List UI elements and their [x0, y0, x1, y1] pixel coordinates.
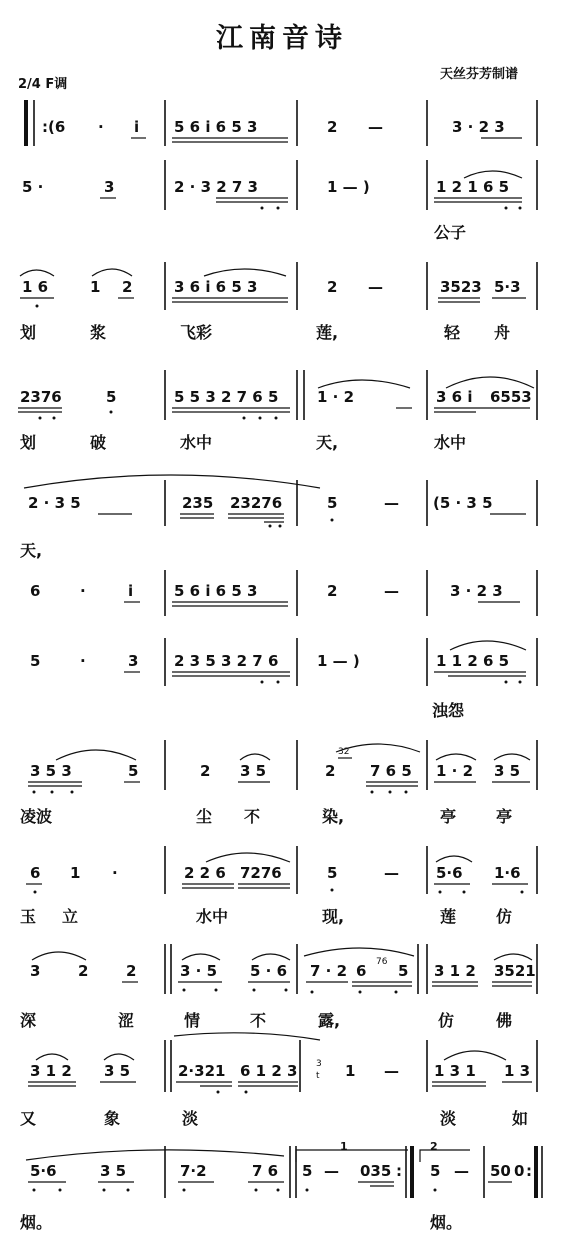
svg-text:1 3 1: 1 3 1 [434, 1062, 476, 1080]
lyric: 凌波 [20, 807, 53, 826]
svg-text:3: 3 [104, 178, 115, 196]
lyric: 露, [318, 1011, 341, 1030]
system-5 [20, 475, 537, 560]
system-7 [30, 638, 537, 720]
svg-text:1: 1 [345, 1062, 356, 1080]
lyric: 划 [20, 433, 37, 452]
svg-text:5: 5 [327, 494, 338, 512]
svg-text:6: 6 [30, 864, 41, 882]
system-10 [20, 944, 537, 1030]
svg-text:3 5: 3 5 [104, 1062, 131, 1080]
svg-text:3 · 2 3: 3 · 2 3 [452, 118, 505, 136]
lyric: 浊怨 [432, 701, 465, 720]
svg-text:1 1 2 6 5: 1 1 2 6 5 [436, 652, 510, 670]
svg-text:5·6: 5·6 [436, 864, 463, 882]
first-ending-bracket [296, 1150, 408, 1162]
svg-text:1 — ): 1 — ) [327, 178, 370, 196]
svg-text:6553: 6553 [490, 388, 532, 406]
lyric: 不 [244, 807, 261, 826]
lyric: 破 [90, 433, 107, 452]
svg-text:—: — [324, 1162, 339, 1180]
svg-text:3 6 i 6 5 3: 3 6 i 6 5 3 [174, 278, 258, 296]
lyric: 立 [62, 907, 79, 926]
lyric: 莲 [440, 907, 457, 926]
svg-text:2: 2 [325, 762, 336, 780]
svg-text:0: 0 [514, 1162, 525, 1180]
svg-text:1: 1 [70, 864, 81, 882]
second-ending-bracket [420, 1150, 470, 1162]
lyric: 天, [316, 433, 339, 452]
svg-text:—: — [368, 278, 383, 296]
lyric: 如 [512, 1109, 529, 1128]
system-2 [22, 160, 537, 242]
svg-text:—: — [368, 118, 383, 136]
svg-text:5: 5 [30, 652, 41, 670]
svg-text:·: · [112, 864, 118, 882]
svg-text:1: 1 [90, 278, 101, 296]
svg-text:·: · [80, 652, 86, 670]
svg-text:—: — [384, 864, 399, 882]
svg-text:2: 2 [327, 278, 338, 296]
svg-text:1·6: 1·6 [494, 864, 521, 882]
svg-text:6: 6 [30, 582, 41, 600]
key-signature: 2/4 F调 [18, 77, 68, 92]
svg-text:3: 3 [128, 652, 139, 670]
lyric: 划 [20, 323, 37, 342]
lyric: 水中 [434, 433, 467, 452]
svg-text:·: · [80, 582, 86, 600]
svg-text:—: — [384, 494, 399, 512]
svg-text:5: 5 [302, 1162, 313, 1180]
svg-text:5: 5 [398, 962, 409, 980]
lyric: 轻 [444, 323, 461, 342]
lyric: 仿 [496, 907, 513, 926]
lyric: 不 [250, 1011, 267, 1030]
svg-text:1 3: 1 3 [504, 1062, 531, 1080]
lyric: 尘 [196, 807, 213, 826]
svg-text:2: 2 [200, 762, 211, 780]
svg-text:1 · 2: 1 · 2 [317, 388, 355, 406]
system-8 [20, 740, 537, 826]
svg-text:2: 2 [122, 278, 133, 296]
lyric: 烟。 [20, 1213, 53, 1232]
svg-text::: : [526, 1162, 532, 1180]
svg-text:5: 5 [327, 864, 338, 882]
svg-text:·: · [98, 118, 104, 136]
svg-text:6: 6 [356, 962, 367, 980]
system-9 [20, 846, 537, 926]
first-ending-number: 1 [340, 1140, 348, 1153]
svg-text:7 · 2: 7 · 2 [310, 962, 348, 980]
svg-text:5: 5 [430, 1162, 441, 1180]
svg-text:3 5: 3 5 [100, 1162, 127, 1180]
svg-text:i: i [128, 582, 134, 600]
svg-text:23276: 23276 [230, 494, 283, 512]
lyric: 情 [184, 1011, 201, 1030]
svg-text:3521: 3521 [494, 962, 536, 980]
svg-text:3 1 2: 3 1 2 [30, 1062, 72, 1080]
svg-text:5 · 6: 5 · 6 [250, 962, 288, 980]
svg-text:5 6 i 6 5 3: 5 6 i 6 5 3 [174, 582, 258, 600]
lyric: 水中 [180, 433, 213, 452]
system-12 [19, 1140, 542, 1232]
svg-text:5 6 i 6 5 3: 5 6 i 6 5 3 [174, 118, 258, 136]
svg-text:3 5: 3 5 [494, 762, 521, 780]
svg-text:1 6: 1 6 [22, 278, 49, 296]
svg-text:235: 235 [182, 494, 214, 512]
svg-text:2: 2 [126, 962, 137, 980]
grace-notes: 32 [338, 747, 350, 757]
svg-text:035: 035 [360, 1162, 392, 1180]
svg-text:2376: 2376 [20, 388, 62, 406]
svg-text:t: t [316, 1071, 320, 1081]
lyric: 玉 [20, 907, 37, 926]
svg-text:6 1 2 3: 6 1 2 3 [240, 1062, 298, 1080]
system-1 [26, 100, 537, 146]
svg-text:5·3: 5·3 [494, 278, 521, 296]
lyric: 象 [104, 1109, 121, 1128]
svg-text:1 — ): 1 — ) [317, 652, 360, 670]
system-4 [18, 370, 537, 452]
lyric: 莲, [316, 323, 339, 342]
svg-text:2: 2 [78, 962, 89, 980]
grace-notes-2: 76 [376, 957, 388, 967]
svg-text:3523: 3523 [440, 278, 482, 296]
system-6 [30, 570, 537, 616]
svg-text:—: — [384, 1062, 399, 1080]
svg-text:7 6 5: 7 6 5 [370, 762, 412, 780]
lyric: 烟。 [430, 1213, 463, 1232]
svg-text:—: — [384, 582, 399, 600]
lyric: 舟 [494, 323, 511, 342]
lyric: 现, [322, 907, 345, 926]
second-ending-number: 2 [430, 1140, 438, 1153]
score-title: 江南音诗 [216, 23, 348, 54]
svg-text:2 · 3 2 7 3: 2 · 3 2 7 3 [174, 178, 258, 196]
svg-text:5·6: 5·6 [30, 1162, 57, 1180]
lyric: 涩 [118, 1011, 135, 1030]
svg-text:2 3 5 3 2 7 6: 2 3 5 3 2 7 6 [174, 652, 279, 670]
svg-text:1 · 2: 1 · 2 [436, 762, 474, 780]
svg-text:3 1 2: 3 1 2 [434, 962, 476, 980]
lyric: 染, [322, 807, 345, 826]
svg-text:50: 50 [490, 1162, 511, 1180]
svg-text:5: 5 [106, 388, 117, 406]
lyric: 公子 [434, 223, 467, 242]
lyric: 亭 [440, 807, 457, 826]
arranger-credit: 天丝芬芳制谱 [440, 67, 519, 82]
grace-notes-3: 3 [316, 1059, 322, 1069]
note: i [134, 118, 140, 136]
svg-text:3: 3 [30, 962, 41, 980]
svg-text:5 5 3 2 7 6 5: 5 5 3 2 7 6 5 [174, 388, 279, 406]
svg-text:3 5 3: 3 5 3 [30, 762, 72, 780]
svg-text:5: 5 [128, 762, 139, 780]
system-11 [20, 1033, 537, 1128]
svg-text:3 5: 3 5 [240, 762, 267, 780]
system-3 [20, 262, 537, 342]
svg-text:2: 2 [327, 582, 338, 600]
svg-text:7·2: 7·2 [180, 1162, 207, 1180]
svg-text:7276: 7276 [240, 864, 282, 882]
svg-text::: : [396, 1162, 402, 1180]
svg-text:2 2 6: 2 2 6 [184, 864, 226, 882]
svg-text:3 6 i: 3 6 i [436, 388, 473, 406]
lyric: 仿 [438, 1011, 455, 1030]
svg-text:2: 2 [327, 118, 338, 136]
lyric: 浆 [90, 323, 107, 342]
svg-text:—: — [454, 1162, 469, 1180]
lyric: 淡 [182, 1109, 199, 1128]
svg-text:(5 · 3 5: (5 · 3 5 [433, 494, 493, 512]
svg-text:2·321: 2·321 [178, 1062, 226, 1080]
svg-text:2 · 3 5: 2 · 3 5 [28, 494, 81, 512]
lyric: 天, [20, 541, 43, 560]
lyric: 亭 [496, 807, 513, 826]
svg-text:3 · 2 3: 3 · 2 3 [450, 582, 503, 600]
svg-text:5 ·: 5 · [22, 178, 44, 196]
lyric: 飞彩 [180, 323, 213, 342]
lyric: 又 [20, 1109, 37, 1128]
svg-text:1 2 1 6 5: 1 2 1 6 5 [436, 178, 510, 196]
lyric: 水中 [196, 907, 229, 926]
lyric: 深 [20, 1011, 37, 1030]
repeat-open: :(6 [42, 118, 66, 136]
svg-text:7 6: 7 6 [252, 1162, 279, 1180]
svg-text:3 · 5: 3 · 5 [180, 962, 218, 980]
lyric: 佛 [496, 1011, 513, 1030]
lyric: 淡 [440, 1109, 457, 1128]
